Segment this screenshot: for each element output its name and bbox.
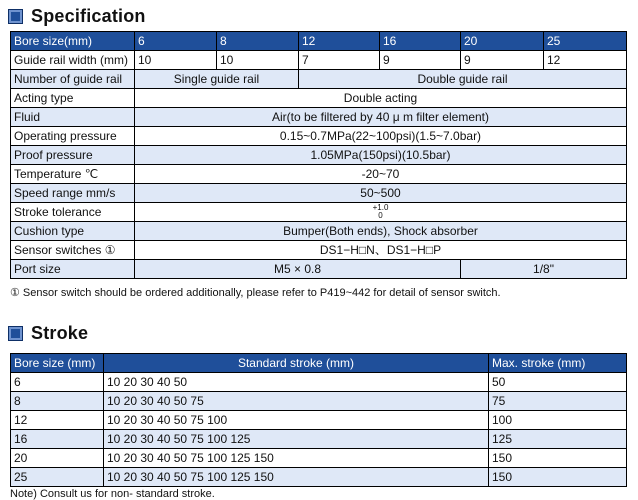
table-row (11, 70, 627, 89)
cell: 10 20 30 40 50 75 100 (104, 411, 489, 430)
spec-section-title (8, 6, 146, 27)
header-cell: 25 (544, 32, 627, 51)
header-cell: 16 (380, 32, 461, 51)
table-row (11, 411, 627, 430)
cell (135, 203, 627, 222)
stroke-note: Note) Consult us for non- standard stroke. (10, 488, 215, 500)
cell: 10 20 30 40 50 75 100 125 150 (104, 468, 489, 487)
cell: 10 20 30 40 50 75 100 125 150 (104, 449, 489, 468)
cell: 25 (11, 468, 104, 487)
header-cell: Standard stroke (mm) (104, 354, 489, 373)
header-cell: Bore size (mm) (11, 354, 104, 373)
section-square-icon (8, 9, 23, 24)
stroke-header-row (11, 354, 627, 373)
table-row (11, 392, 627, 411)
header-cell: 20 (461, 32, 544, 51)
row-label: Number of guide rail (11, 70, 135, 89)
cell: 16 (11, 430, 104, 449)
row-label: Acting type (11, 89, 135, 108)
table-row (11, 241, 627, 260)
cell: 20 (11, 449, 104, 468)
cell: 50 (489, 373, 627, 392)
spec-footnote: ① Sensor switch should be ordered additionally, please refer to P419~442 for detail of sensor switch. (10, 287, 501, 299)
table-row (11, 184, 627, 203)
table-row (11, 89, 627, 108)
cell: 150 (489, 449, 627, 468)
cell: 50~500 (135, 184, 627, 203)
cell: 1.05MPa(150psi)(10.5bar) (135, 146, 627, 165)
row-label: Fluid (11, 108, 135, 127)
table-row (11, 449, 627, 468)
spec-header-row (11, 32, 627, 51)
cell: 8 (11, 392, 104, 411)
table-row (11, 430, 627, 449)
table-row (11, 373, 627, 392)
cell: M5 × 0.8 (135, 260, 461, 279)
table-row (11, 165, 627, 184)
header-cell: 12 (299, 32, 380, 51)
row-label: Temperature ℃ (11, 165, 135, 184)
header-cell: Bore size(mm) (11, 32, 135, 51)
cell: 10 20 30 40 50 75 100 125 (104, 430, 489, 449)
cell: 10 (217, 51, 299, 70)
table-row (11, 468, 627, 487)
table-row (11, 146, 627, 165)
row-label: Cushion type (11, 222, 135, 241)
cell: Double guide rail (299, 70, 627, 89)
cell: Bumper(Both ends), Shock absorber (135, 222, 627, 241)
cell: 150 (489, 468, 627, 487)
cell: 7 (299, 51, 380, 70)
row-label: Proof pressure (11, 146, 135, 165)
cell: -20~70 (135, 165, 627, 184)
header-cell: 8 (217, 32, 299, 51)
stroke-title: Stroke (31, 323, 89, 343)
cell: 100 (489, 411, 627, 430)
cell: 9 (461, 51, 544, 70)
cell: 1/8" (461, 260, 627, 279)
table-row (11, 108, 627, 127)
row-label: Stroke tolerance (11, 203, 135, 222)
cell: 0.15~0.7MPa(22~100psi)(1.5~7.0bar) (135, 127, 627, 146)
tolerance-upper: +1.0 (372, 203, 389, 212)
section-square-icon (8, 326, 23, 341)
cell: Single guide rail (135, 70, 299, 89)
row-label: Port size (11, 260, 135, 279)
cell: 12 (11, 411, 104, 430)
cell: DS1−H□N、DS1−H□P (135, 241, 627, 260)
cell: 9 (380, 51, 461, 70)
cell: Double acting (135, 89, 627, 108)
cell: 10 20 30 40 50 75 (104, 392, 489, 411)
row-label: Operating pressure (11, 127, 135, 146)
stroke-table (10, 353, 627, 487)
header-cell: Max. stroke (mm) (489, 354, 627, 373)
table-row (11, 127, 627, 146)
row-label: Sensor switches ① (11, 241, 135, 260)
cell: 10 (135, 51, 217, 70)
cell: 75 (489, 392, 627, 411)
cell: 125 (489, 430, 627, 449)
table-row (11, 51, 627, 70)
cell: 10 20 30 40 50 (104, 373, 489, 392)
row-label: Guide rail width (mm) (11, 51, 135, 70)
header-cell: 6 (135, 32, 217, 51)
cell: Air(to be filtered by 40 μ m filter element) (135, 108, 627, 127)
table-row (11, 203, 627, 222)
stroke-section-title (8, 323, 88, 344)
table-row (11, 260, 627, 279)
table-row (11, 222, 627, 241)
specification-table (10, 31, 627, 279)
tolerance-lower: 0 (378, 211, 383, 220)
spec-title: Specification (31, 6, 146, 26)
cell: 12 (544, 51, 627, 70)
cell: 6 (11, 373, 104, 392)
row-label: Speed range mm/s (11, 184, 135, 203)
